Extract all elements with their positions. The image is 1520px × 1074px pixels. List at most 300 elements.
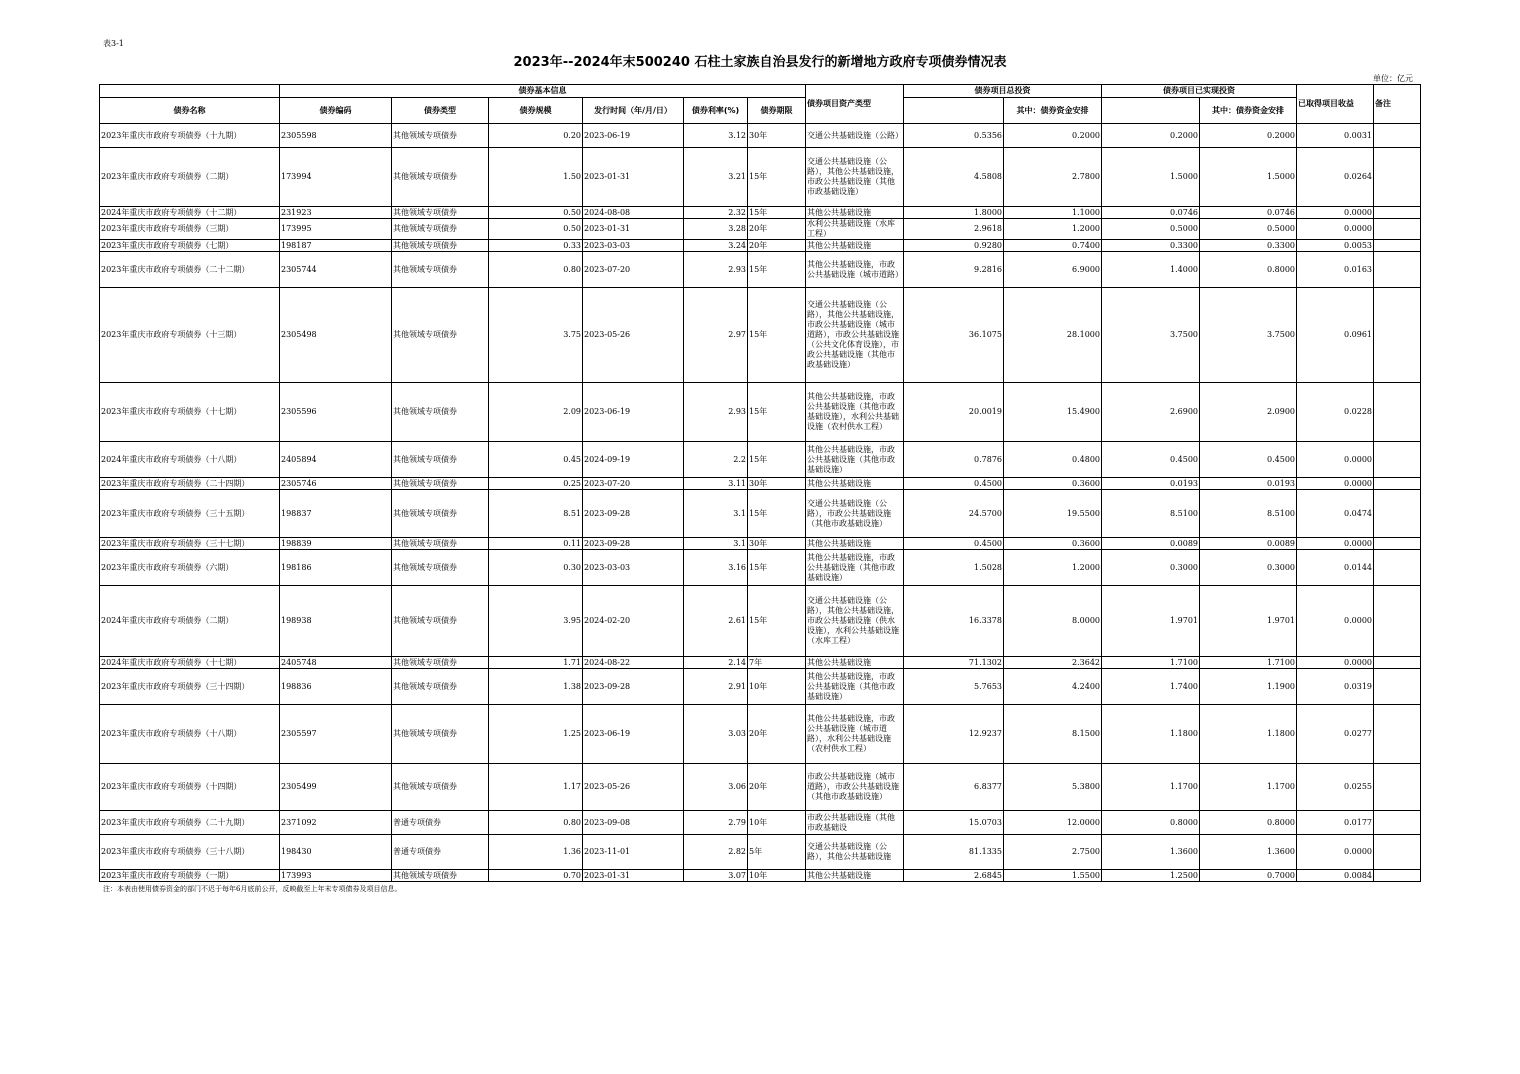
issue-date: 2024-02-20 xyxy=(583,586,684,657)
interest-rate: 3.03 xyxy=(684,705,748,764)
realized-investment: 0.0746 xyxy=(1102,207,1200,219)
bond-code: 2405748 xyxy=(280,657,392,669)
bond-scale: 0.25 xyxy=(489,478,583,490)
total-bond-funds: 0.4800 xyxy=(1004,442,1102,478)
bond-type: 普通专项债券 xyxy=(392,811,489,835)
bond-code: 2305597 xyxy=(280,705,392,764)
total-investment: 36.1075 xyxy=(904,288,1004,383)
total-bond-funds: 0.2000 xyxy=(1004,124,1102,148)
bond-term: 20年 xyxy=(748,705,806,764)
bond-code: 2371092 xyxy=(280,811,392,835)
total-investment: 16.3378 xyxy=(904,586,1004,657)
bond-code: 198187 xyxy=(280,240,392,252)
issue-date: 2023-01-31 xyxy=(583,219,684,240)
realized-bond-funds: 0.4500 xyxy=(1200,442,1297,478)
total-investment: 0.7876 xyxy=(904,442,1004,478)
project-income: 0.0000 xyxy=(1297,478,1374,490)
bond-code: 231923 xyxy=(280,207,392,219)
asset-type: 水利公共基础设施（水库工程） xyxy=(806,219,904,240)
bond-term: 10年 xyxy=(748,811,806,835)
table-row xyxy=(100,490,1421,538)
bond-code: 198839 xyxy=(280,538,392,550)
bond-term: 15年 xyxy=(748,586,806,657)
bond-scale: 2.09 xyxy=(489,383,583,442)
interest-rate: 2.97 xyxy=(684,288,748,383)
header-blank xyxy=(100,85,280,98)
bond-term: 30年 xyxy=(748,538,806,550)
bond-name: 2023年重庆市政府专项债券（十四期） xyxy=(100,764,280,811)
realized-bond-funds: 1.1900 xyxy=(1200,669,1297,705)
bond-code: 173995 xyxy=(280,219,392,240)
realized-investment: 0.8000 xyxy=(1102,811,1200,835)
total-bond-funds: 15.4900 xyxy=(1004,383,1102,442)
project-income: 0.0084 xyxy=(1297,870,1374,882)
bond-table xyxy=(99,84,1421,882)
bond-type: 其他领域专项债券 xyxy=(392,764,489,811)
header-realized-blank xyxy=(1102,98,1200,124)
table-row xyxy=(100,550,1421,586)
realized-bond-funds: 3.7500 xyxy=(1200,288,1297,383)
header-asset-type: 债券项目资产类型 xyxy=(806,85,904,124)
realized-investment: 1.3600 xyxy=(1102,835,1200,870)
realized-investment: 1.2500 xyxy=(1102,870,1200,882)
realized-bond-funds: 1.9701 xyxy=(1200,586,1297,657)
total-investment: 4.5808 xyxy=(904,148,1004,207)
asset-type: 交通公共基础设施（公路） xyxy=(806,124,904,148)
bond-type: 其他领域专项债券 xyxy=(392,478,489,490)
footer-note: 注：本表由使用债券资金的部门不迟于每年6月底前公开，反映截至上年末专项债券及项目信息。 xyxy=(103,885,402,893)
asset-type: 市政公共基础设施（其他市政基础设 xyxy=(806,811,904,835)
remark xyxy=(1374,240,1421,252)
total-investment: 12.9237 xyxy=(904,705,1004,764)
asset-type: 其他公共基础设施，市政公共基础设施（其他市政基础设施） xyxy=(806,550,904,586)
bond-term: 5年 xyxy=(748,835,806,870)
remark xyxy=(1374,764,1421,811)
realized-investment: 1.5000 xyxy=(1102,148,1200,207)
bond-term: 15年 xyxy=(748,252,806,288)
bond-name: 2023年重庆市政府专项债券（十八期） xyxy=(100,705,280,764)
remark xyxy=(1374,669,1421,705)
realized-investment: 1.4000 xyxy=(1102,252,1200,288)
issue-date: 2023-01-31 xyxy=(583,148,684,207)
realized-bond-funds: 0.0089 xyxy=(1200,538,1297,550)
project-income: 0.0255 xyxy=(1297,764,1374,811)
table-row xyxy=(100,811,1421,835)
interest-rate: 2.32 xyxy=(684,207,748,219)
total-investment: 6.8377 xyxy=(904,764,1004,811)
realized-bond-funds: 0.3300 xyxy=(1200,240,1297,252)
bond-type: 其他领域专项债券 xyxy=(392,490,489,538)
bond-type: 普通专项债券 xyxy=(392,835,489,870)
table-row xyxy=(100,252,1421,288)
unit-label: 单位：亿元 xyxy=(1373,74,1413,83)
issue-date: 2024-08-22 xyxy=(583,657,684,669)
issue-date: 2023-06-19 xyxy=(583,383,684,442)
total-investment: 0.4500 xyxy=(904,538,1004,550)
header-date: 发行时间（年/月/日） xyxy=(583,98,684,124)
realized-investment: 0.5000 xyxy=(1102,219,1200,240)
bond-name: 2024年重庆市政府专项债券（十八期） xyxy=(100,442,280,478)
table-row xyxy=(100,586,1421,657)
realized-investment: 1.1700 xyxy=(1102,764,1200,811)
bond-scale: 1.71 xyxy=(489,657,583,669)
total-bond-funds: 12.0000 xyxy=(1004,811,1102,835)
total-investment: 0.4500 xyxy=(904,478,1004,490)
interest-rate: 2.14 xyxy=(684,657,748,669)
bond-type: 其他领域专项债券 xyxy=(392,705,489,764)
project-income: 0.0474 xyxy=(1297,490,1374,538)
bond-code: 198938 xyxy=(280,586,392,657)
total-bond-funds: 1.2000 xyxy=(1004,550,1102,586)
project-income: 0.0228 xyxy=(1297,383,1374,442)
bond-scale: 3.75 xyxy=(489,288,583,383)
bond-term: 10年 xyxy=(748,669,806,705)
total-investment: 15.0703 xyxy=(904,811,1004,835)
total-bond-funds: 28.1000 xyxy=(1004,288,1102,383)
table-row xyxy=(100,148,1421,207)
table-row xyxy=(100,870,1421,882)
interest-rate: 3.12 xyxy=(684,124,748,148)
bond-name: 2023年重庆市政府专项债券（三十四期） xyxy=(100,669,280,705)
table-row xyxy=(100,207,1421,219)
header-rate: 债券利率(%) xyxy=(684,98,748,124)
asset-type: 其他公共基础设施 xyxy=(806,657,904,669)
bond-code: 198186 xyxy=(280,550,392,586)
issue-date: 2023-05-26 xyxy=(583,764,684,811)
table-row xyxy=(100,705,1421,764)
bond-name: 2023年重庆市政府专项债券（二十九期） xyxy=(100,811,280,835)
realized-bond-funds: 0.3000 xyxy=(1200,550,1297,586)
interest-rate: 2.91 xyxy=(684,669,748,705)
remark xyxy=(1374,219,1421,240)
total-investment: 1.8000 xyxy=(904,207,1004,219)
asset-type: 交通公共基础设施（公路），市政公共基础设施（其他市政基础设施） xyxy=(806,490,904,538)
project-income: 0.0000 xyxy=(1297,586,1374,657)
issue-date: 2023-09-28 xyxy=(583,538,684,550)
total-bond-funds: 2.7800 xyxy=(1004,148,1102,207)
realized-investment: 0.2000 xyxy=(1102,124,1200,148)
bond-term: 20年 xyxy=(748,764,806,811)
total-bond-funds: 4.2400 xyxy=(1004,669,1102,705)
table-row xyxy=(100,240,1421,252)
remark xyxy=(1374,870,1421,882)
bond-code: 2305498 xyxy=(280,288,392,383)
realized-investment: 0.0089 xyxy=(1102,538,1200,550)
realized-bond-funds: 1.5000 xyxy=(1200,148,1297,207)
issue-date: 2023-05-26 xyxy=(583,288,684,383)
remark xyxy=(1374,811,1421,835)
bond-name: 2024年重庆市政府专项债券（十二期） xyxy=(100,207,280,219)
bond-name: 2023年重庆市政府专项债券（六期） xyxy=(100,550,280,586)
bond-name: 2023年重庆市政府专项债券（一期） xyxy=(100,870,280,882)
page-title: 2023年--2024年末500240 石柱土家族自治县发行的新增地方政府专项债券情况表 xyxy=(513,55,1007,70)
total-investment: 1.5028 xyxy=(904,550,1004,586)
header-group-total: 债券项目总投资 xyxy=(904,85,1102,98)
realized-bond-funds: 1.1700 xyxy=(1200,764,1297,811)
bond-term: 20年 xyxy=(748,219,806,240)
total-investment: 5.7653 xyxy=(904,669,1004,705)
realized-investment: 3.7500 xyxy=(1102,288,1200,383)
interest-rate: 3.06 xyxy=(684,764,748,811)
asset-type: 其他公共基础设施 xyxy=(806,207,904,219)
total-bond-funds: 2.7500 xyxy=(1004,835,1102,870)
bond-type: 其他领域专项债券 xyxy=(392,383,489,442)
bond-name: 2023年重庆市政府专项债券（三期） xyxy=(100,219,280,240)
bond-name: 2023年重庆市政府专项债券（十三期） xyxy=(100,288,280,383)
issue-date: 2023-09-28 xyxy=(583,669,684,705)
bond-type: 其他领域专项债券 xyxy=(392,550,489,586)
total-bond-funds: 6.9000 xyxy=(1004,252,1102,288)
header-term: 债券期限 xyxy=(748,98,806,124)
bond-scale: 1.38 xyxy=(489,669,583,705)
bond-scale: 0.11 xyxy=(489,538,583,550)
realized-bond-funds: 1.3600 xyxy=(1200,835,1297,870)
project-income: 0.0277 xyxy=(1297,705,1374,764)
project-income: 0.0000 xyxy=(1297,657,1374,669)
project-income: 0.0177 xyxy=(1297,811,1374,835)
header-remark: 备注 xyxy=(1374,85,1421,124)
remark xyxy=(1374,835,1421,870)
table-row xyxy=(100,219,1421,240)
bond-term: 15年 xyxy=(748,383,806,442)
remark xyxy=(1374,657,1421,669)
asset-type: 其他公共基础设施 xyxy=(806,240,904,252)
bond-code: 2405894 xyxy=(280,442,392,478)
asset-type: 交通公共基础设施（公路），其他公共基础设施 xyxy=(806,835,904,870)
interest-rate: 3.16 xyxy=(684,550,748,586)
bond-type: 其他领域专项债券 xyxy=(392,586,489,657)
issue-date: 2023-07-20 xyxy=(583,478,684,490)
table-row xyxy=(100,835,1421,870)
bond-name: 2023年重庆市政府专项债券（三十七期） xyxy=(100,538,280,550)
remark xyxy=(1374,538,1421,550)
realized-bond-funds: 0.5000 xyxy=(1200,219,1297,240)
interest-rate: 3.28 xyxy=(684,219,748,240)
total-bond-funds: 0.3600 xyxy=(1004,538,1102,550)
realized-investment: 1.9701 xyxy=(1102,586,1200,657)
remark xyxy=(1374,586,1421,657)
total-investment: 0.5356 xyxy=(904,124,1004,148)
table-row xyxy=(100,124,1421,148)
total-bond-funds: 0.3600 xyxy=(1004,478,1102,490)
bond-name: 2023年重庆市政府专项债券（十七期） xyxy=(100,383,280,442)
realized-bond-funds: 0.7000 xyxy=(1200,870,1297,882)
bond-type: 其他领域专项债券 xyxy=(392,252,489,288)
remark xyxy=(1374,207,1421,219)
interest-rate: 2.2 xyxy=(684,442,748,478)
project-income: 0.0000 xyxy=(1297,219,1374,240)
bond-type: 其他领域专项债券 xyxy=(392,442,489,478)
bond-type: 其他领域专项债券 xyxy=(392,207,489,219)
realized-bond-funds: 0.8000 xyxy=(1200,252,1297,288)
remark xyxy=(1374,705,1421,764)
asset-type: 其他公共基础设施 xyxy=(806,538,904,550)
table-row xyxy=(100,478,1421,490)
remark xyxy=(1374,478,1421,490)
bond-scale: 0.33 xyxy=(489,240,583,252)
project-income: 0.0053 xyxy=(1297,240,1374,252)
bond-scale: 1.17 xyxy=(489,764,583,811)
asset-type: 其他公共基础设施，市政公共基础设施（其他市政基础设施），水利公共基础设施（农村供水工程） xyxy=(806,383,904,442)
total-investment: 71.1302 xyxy=(904,657,1004,669)
issue-date: 2024-09-19 xyxy=(583,442,684,478)
realized-investment: 0.3000 xyxy=(1102,550,1200,586)
asset-type: 交通公共基础设施（公路），其他公共基础设施，市政公共基础设施（供水设施），水利公共基础设施（水库工程） xyxy=(806,586,904,657)
asset-type: 其他公共基础设施，市政公共基础设施（其他市政基础设施） xyxy=(806,669,904,705)
issue-date: 2023-06-19 xyxy=(583,124,684,148)
remark xyxy=(1374,550,1421,586)
realized-bond-funds: 1.1800 xyxy=(1200,705,1297,764)
bond-type: 其他领域专项债券 xyxy=(392,538,489,550)
total-bond-funds: 1.2000 xyxy=(1004,219,1102,240)
project-income: 0.0000 xyxy=(1297,835,1374,870)
bond-scale: 3.95 xyxy=(489,586,583,657)
header-code: 债券编码 xyxy=(280,98,392,124)
table-row xyxy=(100,288,1421,383)
header-group-basic: 债券基本信息 xyxy=(280,85,806,98)
bond-type: 其他领域专项债券 xyxy=(392,870,489,882)
remark xyxy=(1374,252,1421,288)
project-income: 0.0264 xyxy=(1297,148,1374,207)
bond-code: 2305744 xyxy=(280,252,392,288)
asset-type: 其他公共基础设施 xyxy=(806,870,904,882)
bond-code: 173994 xyxy=(280,148,392,207)
realized-investment: 8.5100 xyxy=(1102,490,1200,538)
bond-scale: 0.30 xyxy=(489,550,583,586)
remark xyxy=(1374,442,1421,478)
bond-type: 其他领域专项债券 xyxy=(392,657,489,669)
total-investment: 24.5700 xyxy=(904,490,1004,538)
bond-scale: 1.50 xyxy=(489,148,583,207)
total-investment: 0.9280 xyxy=(904,240,1004,252)
bond-code: 198430 xyxy=(280,835,392,870)
remark xyxy=(1374,490,1421,538)
issue-date: 2023-01-31 xyxy=(583,870,684,882)
bond-term: 15年 xyxy=(748,550,806,586)
issue-date: 2024-08-08 xyxy=(583,207,684,219)
bond-term: 20年 xyxy=(748,240,806,252)
table-row xyxy=(100,764,1421,811)
bond-scale: 0.80 xyxy=(489,811,583,835)
bond-type: 其他领域专项债券 xyxy=(392,669,489,705)
project-income: 0.0144 xyxy=(1297,550,1374,586)
header-type: 债券类型 xyxy=(392,98,489,124)
remark xyxy=(1374,383,1421,442)
asset-type: 其他公共基础设施，市政公共基础设施（其他市政基础设施） xyxy=(806,442,904,478)
interest-rate: 3.1 xyxy=(684,538,748,550)
bond-scale: 8.51 xyxy=(489,490,583,538)
table-row xyxy=(100,669,1421,705)
total-investment: 20.0019 xyxy=(904,383,1004,442)
realized-investment: 1.1800 xyxy=(1102,705,1200,764)
remark xyxy=(1374,124,1421,148)
header-name: 债券名称 xyxy=(100,98,280,124)
bond-term: 30年 xyxy=(748,478,806,490)
total-investment: 2.6845 xyxy=(904,870,1004,882)
issue-date: 2023-11-01 xyxy=(583,835,684,870)
header-group-realized: 债券项目已实现投资 xyxy=(1102,85,1297,98)
total-bond-funds: 2.3642 xyxy=(1004,657,1102,669)
issue-date: 2023-09-28 xyxy=(583,490,684,538)
bond-scale: 0.20 xyxy=(489,124,583,148)
asset-type: 其他公共基础设施，市政公共基础设施（城市道路），水利公共基础设施（农村供水工程） xyxy=(806,705,904,764)
realized-bond-funds: 0.0193 xyxy=(1200,478,1297,490)
bond-scale: 0.45 xyxy=(489,442,583,478)
bond-scale: 1.36 xyxy=(489,835,583,870)
bond-name: 2023年重庆市政府专项债券（七期） xyxy=(100,240,280,252)
total-bond-funds: 5.3800 xyxy=(1004,764,1102,811)
bond-term: 10年 xyxy=(748,870,806,882)
bond-term: 15年 xyxy=(748,442,806,478)
bond-type: 其他领域专项债券 xyxy=(392,240,489,252)
header-realized-bond: 其中：债券资金安排 xyxy=(1200,98,1297,124)
realized-bond-funds: 0.0746 xyxy=(1200,207,1297,219)
bond-code: 173993 xyxy=(280,870,392,882)
bond-scale: 0.50 xyxy=(489,207,583,219)
bond-name: 2023年重庆市政府专项债券（二十二期） xyxy=(100,252,280,288)
asset-type: 其他公共基础设施 xyxy=(806,478,904,490)
bond-term: 15年 xyxy=(748,148,806,207)
bond-scale: 0.70 xyxy=(489,870,583,882)
realized-bond-funds: 8.5100 xyxy=(1200,490,1297,538)
table-row xyxy=(100,442,1421,478)
interest-rate: 3.21 xyxy=(684,148,748,207)
total-investment: 9.2816 xyxy=(904,252,1004,288)
bond-code: 2305598 xyxy=(280,124,392,148)
project-income: 0.0000 xyxy=(1297,538,1374,550)
bond-code: 2305499 xyxy=(280,764,392,811)
bond-code: 2305596 xyxy=(280,383,392,442)
realized-investment: 2.6900 xyxy=(1102,383,1200,442)
total-bond-funds: 8.1500 xyxy=(1004,705,1102,764)
bond-code: 198836 xyxy=(280,669,392,705)
interest-rate: 2.82 xyxy=(684,835,748,870)
project-income: 0.0000 xyxy=(1297,207,1374,219)
realized-bond-funds: 0.8000 xyxy=(1200,811,1297,835)
header-total-blank xyxy=(904,98,1004,124)
realized-bond-funds: 0.2000 xyxy=(1200,124,1297,148)
realized-investment: 0.3300 xyxy=(1102,240,1200,252)
project-income: 0.0031 xyxy=(1297,124,1374,148)
realized-investment: 1.7100 xyxy=(1102,657,1200,669)
header-total-bond: 其中：债券资金安排 xyxy=(1004,98,1102,124)
total-bond-funds: 1.5500 xyxy=(1004,870,1102,882)
asset-type: 其他公共基础设施，市政公共基础设施（城市道路） xyxy=(806,252,904,288)
bond-scale: 0.80 xyxy=(489,252,583,288)
total-bond-funds: 19.5500 xyxy=(1004,490,1102,538)
bond-term: 15年 xyxy=(748,207,806,219)
bond-name: 2023年重庆市政府专项债券（三十八期） xyxy=(100,835,280,870)
project-income: 0.0163 xyxy=(1297,252,1374,288)
bond-type: 其他领域专项债券 xyxy=(392,219,489,240)
project-income: 0.0319 xyxy=(1297,669,1374,705)
remark xyxy=(1374,148,1421,207)
bond-type: 其他领域专项债券 xyxy=(392,124,489,148)
interest-rate: 3.24 xyxy=(684,240,748,252)
bond-term: 7年 xyxy=(748,657,806,669)
bond-code: 2305746 xyxy=(280,478,392,490)
interest-rate: 3.07 xyxy=(684,870,748,882)
interest-rate: 2.93 xyxy=(684,252,748,288)
bond-scale: 0.50 xyxy=(489,219,583,240)
bond-term: 15年 xyxy=(748,490,806,538)
bond-name: 2023年重庆市政府专项债券（三十五期） xyxy=(100,490,280,538)
bond-name: 2024年重庆市政府专项债券（十七期） xyxy=(100,657,280,669)
realized-investment: 0.4500 xyxy=(1102,442,1200,478)
issue-date: 2023-09-08 xyxy=(583,811,684,835)
issue-date: 2023-07-20 xyxy=(583,252,684,288)
total-investment: 2.9618 xyxy=(904,219,1004,240)
